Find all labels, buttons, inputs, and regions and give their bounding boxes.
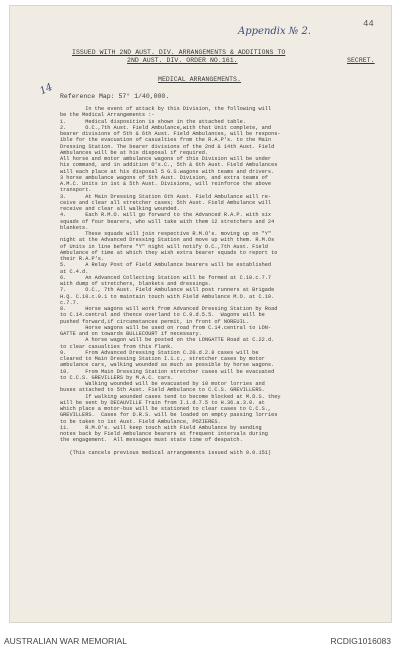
body-line: 11. R.M.O's. will keep touch with Field Ambulance by sending xyxy=(60,424,262,431)
body-line: In the event of attack by this Division, the following will xyxy=(60,106,272,112)
body-line: blankets. xyxy=(60,224,89,231)
body-line: will be sent by DECAUVILLE Train from I.1.d.7.5 to H.36.a.3.0. at xyxy=(60,399,265,406)
body-line: buses attached to 5th Aust. Field Ambulance to C.C.S. GREVILLERS. xyxy=(60,387,265,394)
body-line: 3 horse ambulance wagons of 5th Aust. Division, and extra teams of xyxy=(60,174,268,181)
body-line: Horse wagons will be used on road from C.14.central to LON- xyxy=(60,324,272,331)
reference-map: Reference Map: 57° 1/40,000. xyxy=(60,93,170,100)
body-line: 1. Medical disposition is shown in the attached table. xyxy=(60,118,246,125)
body-line: ceive and clear all stretcher cases; 5th Aust. Field Ambulance will xyxy=(60,199,272,206)
body-line: to be taken to 1st Aust. Field Ambulance, POZIERES. xyxy=(60,418,221,425)
body-line: his command, and in addition O's.C., 5th & 6th Aust. Field Ambulances xyxy=(60,162,278,169)
body-line: These squads will join respective R.M.O's. moving up on "Y" xyxy=(60,231,272,237)
document-title: MEDICAL ARRANGEMENTS. xyxy=(158,76,241,83)
body-line: be the Medical Arrangements :- xyxy=(60,112,155,119)
body-line: ible for the evacuation of casualties from the R.A.P's. to the Main xyxy=(60,137,272,144)
archive-record-id: RCDIG1016083 xyxy=(330,636,391,646)
body-line: H.Q. C.10.c.9.1 to maintain touch with Field Ambulance M.O. at C.10. xyxy=(60,293,275,300)
body-line: 9. From Advanced Dressing Station C.20.d.2.8 cases will be xyxy=(60,349,259,356)
body-line: pushed forward,if circumstances permit, in front of NOREUIL. xyxy=(60,318,250,325)
body-line: All horse and motor ambulance wagons of this Division will be under xyxy=(60,156,272,162)
body-line: their R.A.P's. xyxy=(60,256,105,262)
body-line: the engagement. All messages must state time of despatch. xyxy=(60,437,243,444)
body-line: to C.C.S. GREVILLERS by M.A.C. cars. xyxy=(60,374,174,381)
body-line: receive and clear all walking wounded. xyxy=(60,206,180,212)
body-line: c.7.7. xyxy=(60,299,79,306)
body-line: to clear casualties from this flank. xyxy=(60,343,174,350)
body-line: at C.4.d. xyxy=(60,268,89,275)
body-line: will each place at his disposal 5 G.S.wagons with teams and drivers. xyxy=(60,168,275,175)
body-line: to C.14.central and thence overland to C.9.d.5.5. Wagons will be xyxy=(60,312,265,319)
archive-name: AUSTRALIAN WAR MEMORIAL xyxy=(4,636,127,646)
secret-classification: SECRET. xyxy=(347,57,375,64)
body-line: 8. Horse wagons will work from Advanced Dressing Station by Road xyxy=(60,306,278,312)
body-line: bearer divisions of 5th & 6th Aust. Field Ambulances, will be respons- xyxy=(60,131,281,137)
body-line: Dressing Station. The bearer divisions of the 2nd & 14th Aust. Field xyxy=(60,143,275,150)
body-line: 7. O.C., 7th Aust. Field Ambulance will post runners at Brigade xyxy=(60,287,275,294)
order-number-heading: 2ND AUST. DIV. ORDER NO.161. xyxy=(127,57,238,64)
document-page xyxy=(10,6,391,622)
body-line: 3. At Main Dressing Station 6th Aust. Field Ambulance will re- xyxy=(60,193,272,200)
body-line: notes back by Field Ambulance bearers at frequent intervals during xyxy=(60,431,268,437)
body-line: Walking wounded will be evacuated by 10 motor lorries and xyxy=(60,381,265,387)
body-line: Ambulances will be at his disposal if required. xyxy=(60,149,209,156)
archive-footer xyxy=(0,628,403,654)
body-line: transport. xyxy=(60,187,92,194)
body-line: GATTE and on towards BULLECOURT if necessary. xyxy=(60,331,202,337)
body-line: squads of four bearers, who will take with them 12 stretchers and 24 xyxy=(60,218,275,225)
body-line: ambulance cars, walking wounded as much as possible by horse wagons. xyxy=(60,362,275,369)
body-line: of Units in line before "Y" night will notify O.C.,7th Aust. Field xyxy=(60,243,268,250)
handwritten-margin-number: 14 xyxy=(38,81,55,98)
body-line: night at the Advanced Dressing Station and move up with them. R.M.Os xyxy=(60,237,275,244)
body-line: A horse wagon will be posted on the LONGATTE Road at C.22.d. xyxy=(60,337,275,344)
body-line: 5. A Relay Post of Field Ambulance bearers will be established xyxy=(60,262,272,269)
body-line: which place a motor-bus will be stationed to clear cases to C.C.S., xyxy=(60,406,272,412)
body-line: GREVILLERS. Cases for D.R.S. will be loaded on empty passing lorries xyxy=(60,412,278,419)
body-line: 4. Each R.M.O. will go forward to the Advanced R.A.P. with six xyxy=(60,212,272,219)
issued-with-heading: ISSUED WITH 2ND AUST. DIV. ARRANGEMENTS & ADDITIONS TO xyxy=(72,49,286,56)
body-line: (This cancels previous medical arrangements issued with 0.0.151) xyxy=(60,449,272,456)
handwritten-appendix-label: Appendix № 2. xyxy=(238,26,311,37)
body-line: 10. From Main Dressing Station stretcher cases will be evacuated xyxy=(60,368,275,375)
body-line: 2. O.C.,7th Aust. Field Ambulance,with that Unit complete, and xyxy=(60,124,272,131)
page-number: 44 xyxy=(363,19,374,29)
body-line: 6. An Advanced Collecting Station will be formed at C.10.c.7.7 xyxy=(60,274,272,281)
body-line: A.M.C. Units in 1st & 5th Aust. Divisions, will reinforce the above xyxy=(60,181,272,187)
body-line: cleared to Main Dressing Station I.1.c., stretcher cases by motor xyxy=(60,356,265,362)
body-line: with dump of stretchers, blankets and dressings. xyxy=(60,281,212,287)
body-line: If walking wounded cases tend to become blocked at M.D.S. they xyxy=(60,393,281,400)
body-line: Ambulance of time at which they wish extra bearer squads to report to xyxy=(60,249,278,256)
document-body xyxy=(60,106,390,456)
